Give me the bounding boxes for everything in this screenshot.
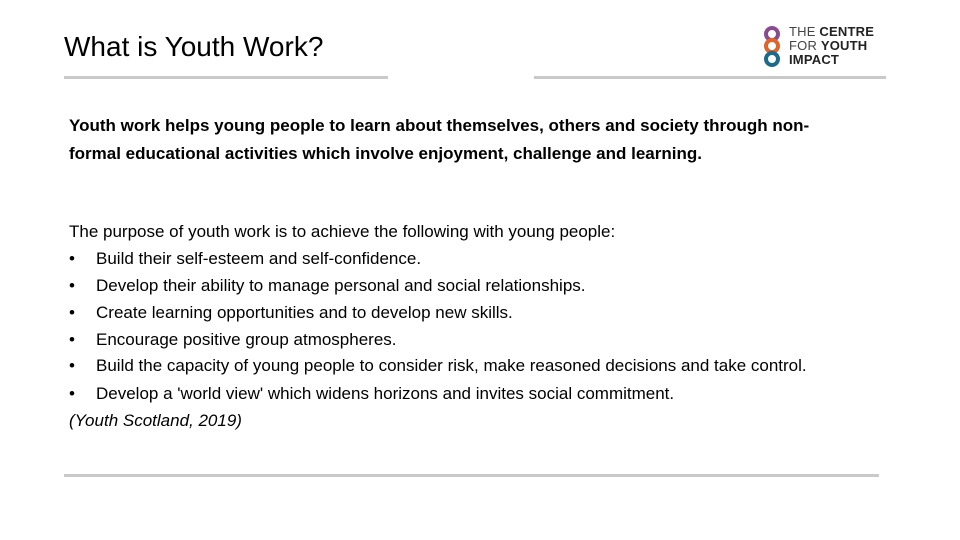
logo-wordmark (789, 25, 874, 67)
centre-for-youth-impact-logo (760, 24, 890, 70)
list-item (69, 326, 889, 353)
list-item-text: Build their self-esteem and self-confidence. (96, 249, 422, 268)
bullet-icon: • (69, 276, 75, 295)
logo-word-impact: IMPACT (789, 52, 840, 67)
list-item (69, 245, 889, 272)
purpose-statement: The purpose of youth work is to achieve the following with young people: (69, 222, 616, 241)
bullet-icon: • (69, 330, 75, 349)
title-divider-left (64, 76, 388, 79)
bullet-icon: • (69, 356, 75, 375)
logo-word-for: FOR (789, 38, 821, 53)
logo-word-centre: CENTRE (819, 24, 875, 39)
list-item-text: Develop a 'world view' which widens horizons and invites social commitment. (96, 384, 675, 403)
list-item (69, 353, 889, 380)
list-item-text: Develop their ability to manage personal and social relationships. (96, 276, 586, 295)
list-item (69, 380, 889, 407)
logo-word-the: THE (789, 24, 820, 39)
footer-divider (64, 474, 879, 477)
title-divider-right (534, 76, 886, 79)
list-item (69, 272, 889, 299)
intro-paragraph: Youth work helps young people to learn about themselves, others and society through non-formal educational activities which involve enjoyment, challenge and learning. (69, 116, 810, 163)
list-item-text: Build the capacity of young people to consider risk, make reasoned decisions and take control. (96, 356, 807, 375)
purpose-section (69, 218, 889, 434)
list-item-text: Encourage positive group atmospheres. (96, 330, 397, 349)
purpose-list (69, 245, 889, 407)
logo-word-youth: YOUTH (820, 38, 868, 53)
list-item (69, 299, 889, 326)
citation: (Youth Scotland, 2019) (69, 411, 242, 430)
bullet-icon: • (69, 384, 75, 403)
logo-rings-icon (760, 26, 784, 68)
bullet-icon: • (69, 303, 75, 322)
bullet-icon: • (69, 249, 75, 268)
slide-title: What is Youth Work? (64, 31, 324, 62)
list-item-text: Create learning opportunities and to develop new skills. (96, 303, 513, 322)
